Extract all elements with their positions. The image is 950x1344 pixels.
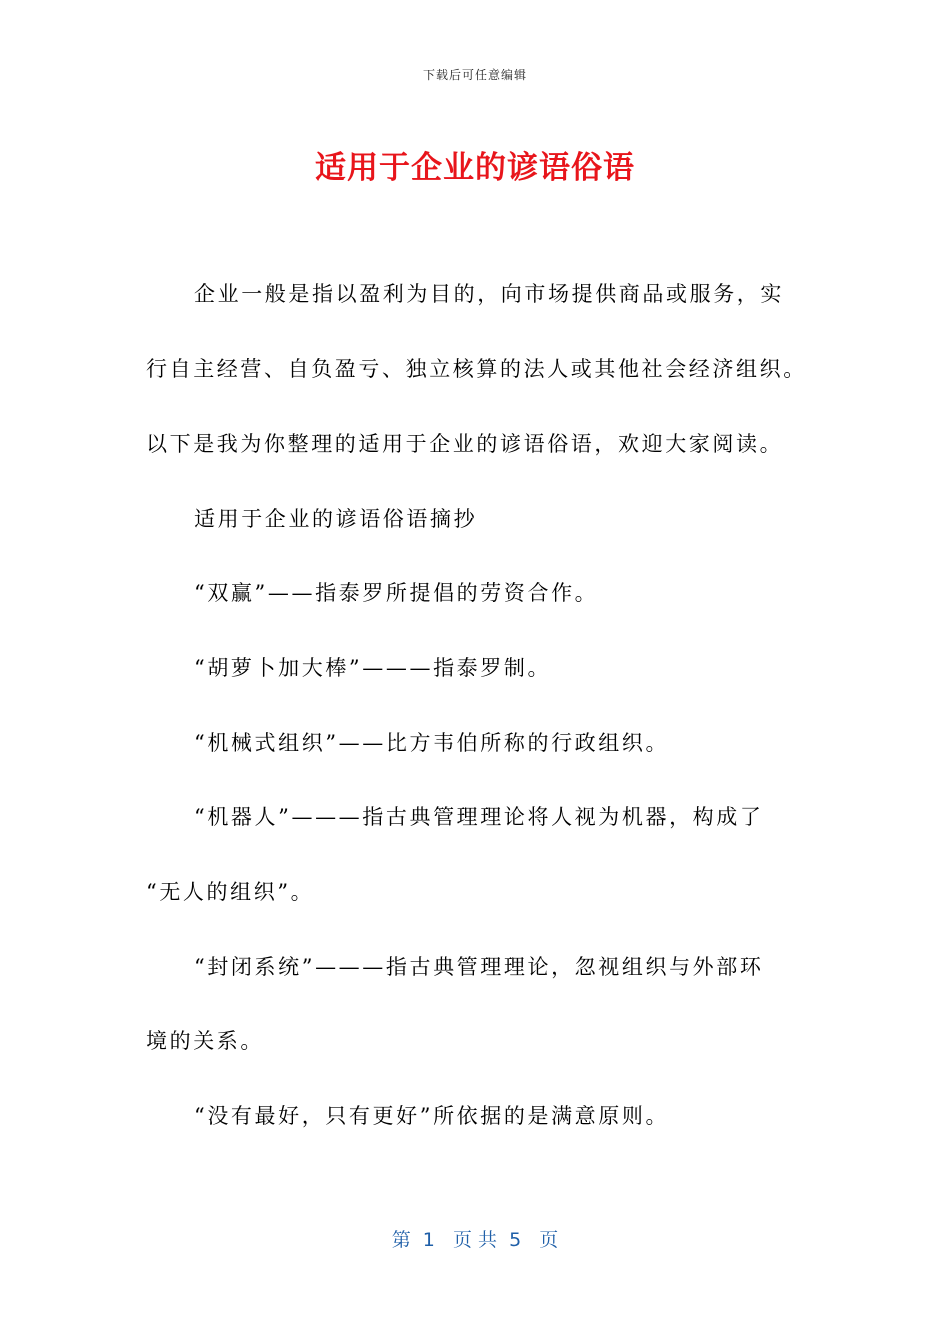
proverb-item-3: “机械式组织”——比方韦伯所称的行政组织。 xyxy=(194,731,670,755)
proverb-item-4: “机器人”———指古典管理理论将人视为机器，构成了 xyxy=(194,805,764,829)
proverb-item-1: “双赢”——指泰罗所提倡的劳资合作。 xyxy=(194,581,599,605)
header-note: 下载后可任意编辑 xyxy=(422,68,527,82)
body-line-2: 行自主经营、自负盈亏、独立核算的法人或其他社会经济组织。 xyxy=(146,357,807,381)
page-number-footer: 第 1 页 共 5 页 xyxy=(391,1229,559,1251)
proverb-item-5: “封闭系统”———指古典管理理论，忽视组织与外部环 xyxy=(194,955,764,979)
proverb-item-2: “胡萝卜加大棒”———指泰罗制。 xyxy=(194,656,552,680)
proverb-item-5-cont: 境的关系。 xyxy=(146,1029,264,1053)
document-title: 适用于企业的谚语俗语 xyxy=(315,150,635,186)
proverb-item-6: “没有最好，只有更好”所依据的是满意原则。 xyxy=(194,1104,670,1128)
body-line-3: 以下是我为你整理的适用于企业的谚语俗语，欢迎大家阅读。 xyxy=(146,432,784,456)
proverb-item-4-cont: “无人的组织”。 xyxy=(146,880,315,904)
section-heading: 适用于企业的谚语俗语摘抄 xyxy=(194,507,478,531)
body-line-1: 企业一般是指以盈利为目的，向市场提供商品或服务，实 xyxy=(194,282,784,306)
